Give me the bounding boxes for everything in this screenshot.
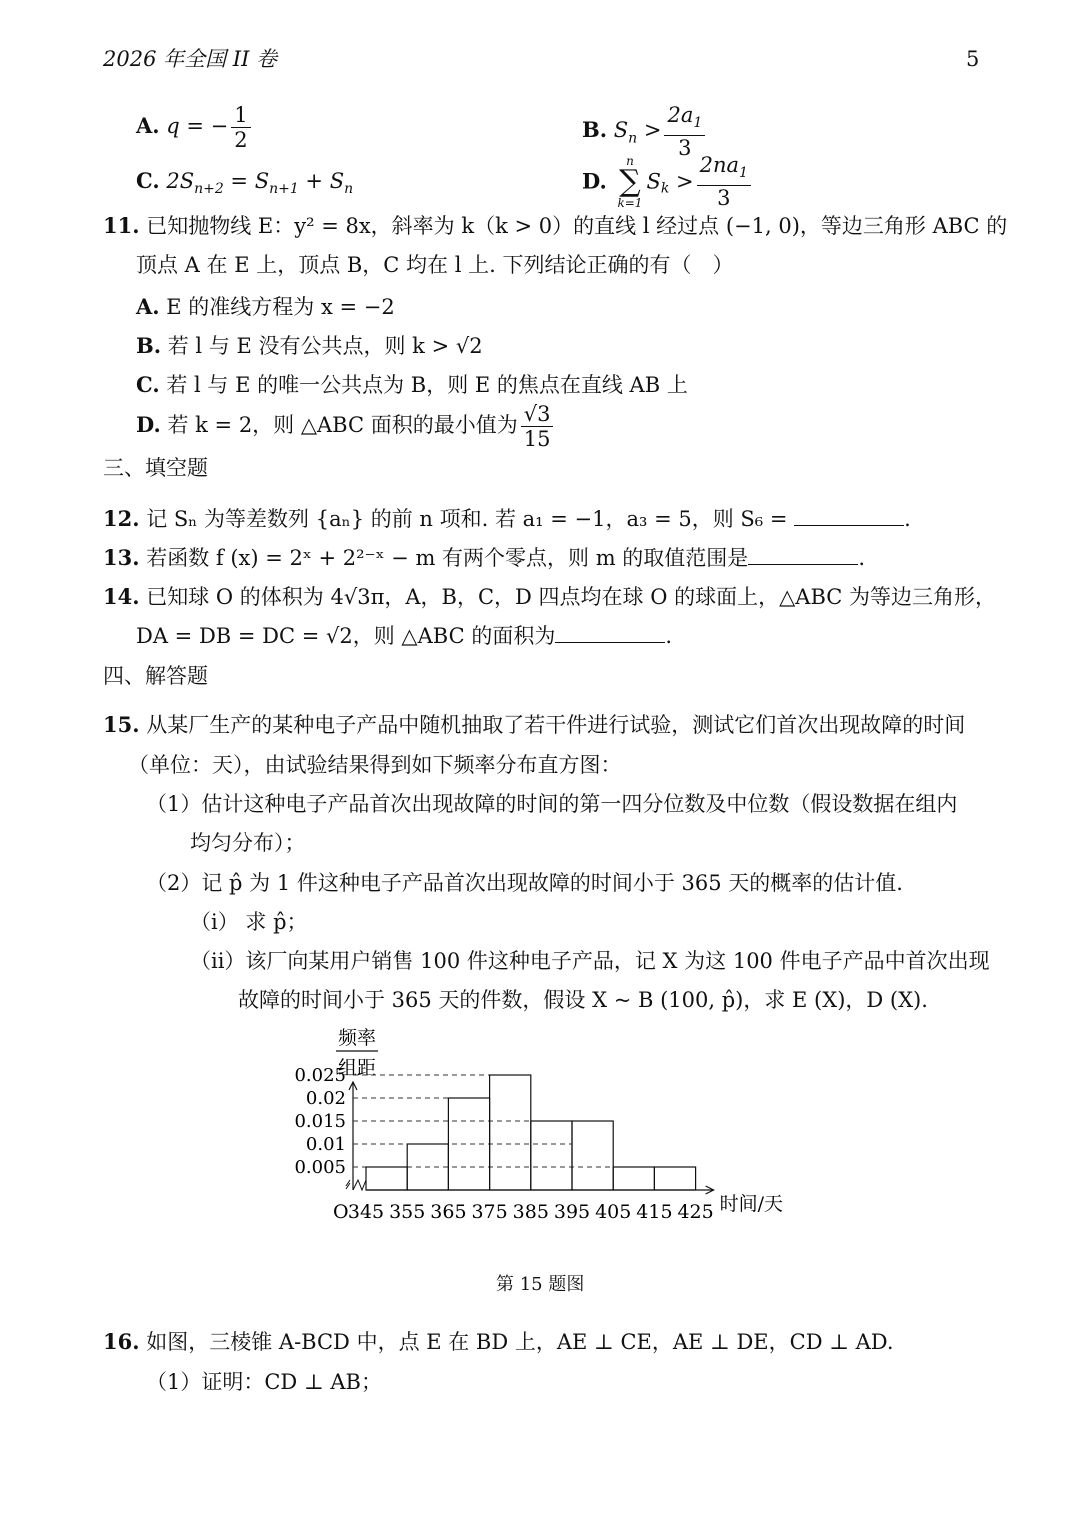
histogram-bar	[572, 1121, 613, 1190]
q10-option-d	[582, 153, 754, 210]
y-label-denominator: 组距	[337, 1057, 377, 1079]
sum-lower: k=1	[617, 195, 643, 210]
question-number: 14.	[103, 584, 140, 609]
q11-option-b	[136, 331, 483, 361]
answer-blank[interactable]	[555, 622, 665, 643]
axis-break-mark	[353, 1180, 366, 1190]
y-tick-label: 0.02	[305, 1088, 346, 1109]
q11-text: 已知抛物线 E：y² = 8x，斜率为 k（k > 0）的直线 l 经过点 (−1, 0)，等边三角形 ABC 的	[146, 214, 1008, 238]
x-tick-label: 415	[636, 1201, 673, 1223]
option-text: 若 l 与 E 的唯一公共点为 B，则 E 的焦点在直线 AB 上	[166, 373, 688, 397]
q11-option-a	[136, 292, 395, 322]
period: .	[665, 624, 672, 648]
option-label: A.	[136, 294, 160, 319]
q15-part2ii-b: 故障的时间小于 365 天的件数，假设 X ~ B (100, p̂)，求 E (X)，D (X).	[238, 988, 928, 1012]
y-tick-label: 0.015	[294, 1111, 346, 1132]
c-part2: = S	[223, 169, 270, 193]
question-number: 13.	[103, 545, 140, 570]
denominator: 3	[717, 186, 731, 211]
q13	[103, 543, 865, 573]
subscript: n+1	[269, 181, 299, 198]
y-label-numerator: 频率	[337, 1027, 377, 1049]
c-part3: + S	[298, 169, 345, 193]
subscript: 1	[693, 115, 703, 132]
section-heading-fill-in: 三、填空题	[103, 456, 208, 480]
subscript: 1	[739, 165, 748, 182]
x-tick-label: 385	[512, 1201, 549, 1223]
numerator: 1	[231, 103, 250, 128]
option-label: C.	[136, 168, 160, 193]
frequency-histogram	[270, 1020, 830, 1260]
q11-option-c	[136, 370, 688, 400]
q15-line1	[103, 710, 965, 740]
y-tick-label: 0.025	[294, 1065, 346, 1086]
c-part1: 2S	[166, 169, 195, 193]
q16-line1	[103, 1327, 894, 1357]
q15-line2: （单位：天），由试验结果得到如下频率分布直方图：	[128, 753, 622, 777]
histogram-bar	[613, 1167, 654, 1190]
option-label: D.	[136, 412, 161, 437]
q15-text: 从某厂生产的某种电子产品中随机抽取了若干件进行试验，测试它们首次出现故障的时间	[146, 713, 966, 737]
numerator-text: 2a	[667, 103, 694, 127]
fraction	[697, 153, 751, 210]
period: .	[858, 546, 865, 570]
numerator	[664, 103, 705, 136]
option-label: B.	[582, 117, 608, 143]
section-heading-answer: 四、解答题	[103, 664, 208, 688]
denominator: 3	[678, 136, 692, 161]
q14-line2	[136, 621, 672, 651]
period: .	[904, 507, 911, 531]
x-tick-label: 405	[595, 1201, 632, 1223]
histogram-bar	[490, 1075, 531, 1190]
q15-part1b: 均匀分布）；	[190, 831, 306, 855]
q15-part2: （2）记 p̂ 为 1 件这种电子产品首次出现故障的时间小于 365 天的概率的估计值.	[146, 871, 903, 895]
denominator: 15	[523, 427, 551, 451]
running-header: 2026 年全国 II 卷	[103, 47, 278, 71]
y-tick-label: 0.005	[294, 1157, 346, 1178]
sum-upper: n	[626, 153, 634, 168]
numerator-text: 2na	[699, 153, 739, 177]
q11-line2: 顶点 A 在 E 上，顶点 B，C 均在 l 上. 下列结论正确的有（ ）	[136, 253, 734, 277]
fraction	[664, 103, 705, 160]
q14-text-2: DA = DB = DC = √2，则 △ABC 的面积为	[136, 624, 556, 648]
histogram-bar	[366, 1167, 407, 1190]
q11-option-d	[136, 402, 556, 451]
q15-part1a: （1）估计这种电子产品首次出现故障的时间的第一四分位数及中位数（假设数据在组内	[146, 792, 958, 816]
option-text: 若 l 与 E 没有公共点，则 k > √2	[167, 334, 483, 358]
operator: >	[669, 169, 694, 194]
page-number: 5	[966, 47, 980, 71]
question-number: 11.	[103, 213, 140, 238]
x-tick-label: 355	[389, 1201, 426, 1223]
q16-text: 如图，三棱锥 A-BCD 中，点 E 在 BD 上，AE ⊥ CE，AE ⊥ DE，CD ⊥ AD.	[146, 1330, 894, 1354]
x-tick-label: 425	[677, 1201, 714, 1223]
fraction	[231, 103, 250, 152]
histogram-bar	[531, 1121, 572, 1190]
denominator: 2	[234, 128, 248, 152]
operator: >	[637, 118, 662, 143]
q11-line1	[103, 211, 1007, 241]
x-tick-label: 395	[553, 1201, 591, 1223]
question-number: 16.	[103, 1329, 140, 1354]
q14-text: 已知球 O 的体积为 4√3π，A，B，C，D 四点均在球 O 的球面上，△ABC 为等边三角形，	[146, 585, 997, 609]
x-axis-label: 时间/天	[719, 1193, 784, 1215]
histogram-bar	[654, 1167, 695, 1190]
numerator: √3	[521, 402, 554, 427]
origin-label: O	[333, 1201, 349, 1223]
option-text: E 的准线方程为 x = −2	[166, 295, 395, 319]
option-label: D.	[582, 168, 607, 194]
sigma-symbol: ∑	[619, 163, 641, 199]
option-b-s: S	[613, 118, 629, 143]
d-s: S	[646, 169, 661, 194]
q10-option-a	[136, 103, 254, 152]
axis-break-ticks	[346, 1180, 350, 1189]
numerator	[697, 153, 751, 186]
fraction	[521, 402, 554, 451]
q13-text: 若函数 f (x) = 2ˣ + 2²⁻ˣ − m 有两个零点，则 m 的取值范围是	[146, 546, 749, 570]
option-text: 若 k = 2，则 △ABC 面积的最小值为	[167, 413, 518, 437]
q10-option-b	[582, 103, 708, 160]
subscript: n	[628, 130, 638, 147]
y-tick-label: 0.01	[305, 1134, 346, 1155]
q12	[103, 504, 911, 534]
option-label: C.	[136, 372, 160, 397]
subscript: n+2	[194, 181, 224, 198]
answer-blank[interactable]	[748, 544, 858, 565]
subscript: n	[344, 181, 354, 198]
question-number: 12.	[103, 506, 140, 531]
x-tick-label: 345	[347, 1201, 385, 1223]
q14-line1	[103, 582, 996, 612]
option-label: A.	[136, 113, 160, 138]
question-number: 15.	[103, 712, 140, 737]
q12-text: 记 Sₙ 为等差数列 {aₙ} 的前 n 项和. 若 a₁ = −1，a₃ = 5，则 S₆ =	[146, 507, 788, 531]
answer-blank[interactable]	[794, 505, 904, 526]
q16-part1: （1）证明：CD ⊥ AB；	[146, 1370, 382, 1394]
summation	[617, 154, 642, 210]
option-a-prefix: q = −	[166, 114, 229, 138]
q15-part2ii-a: （ii）该厂向某用户销售 100 件这种电子产品，记 X 为这 100 件电子产品中首次出现	[190, 949, 990, 973]
option-label: B.	[136, 333, 162, 358]
subscript: k	[660, 180, 670, 197]
q15-part2i: （i） 求 p̂；	[190, 910, 308, 934]
x-tick-label: 365	[430, 1201, 467, 1223]
q10-option-c	[136, 166, 353, 204]
figure-caption: 第 15 题图	[496, 1274, 585, 1295]
x-tick-label: 375	[471, 1201, 508, 1223]
